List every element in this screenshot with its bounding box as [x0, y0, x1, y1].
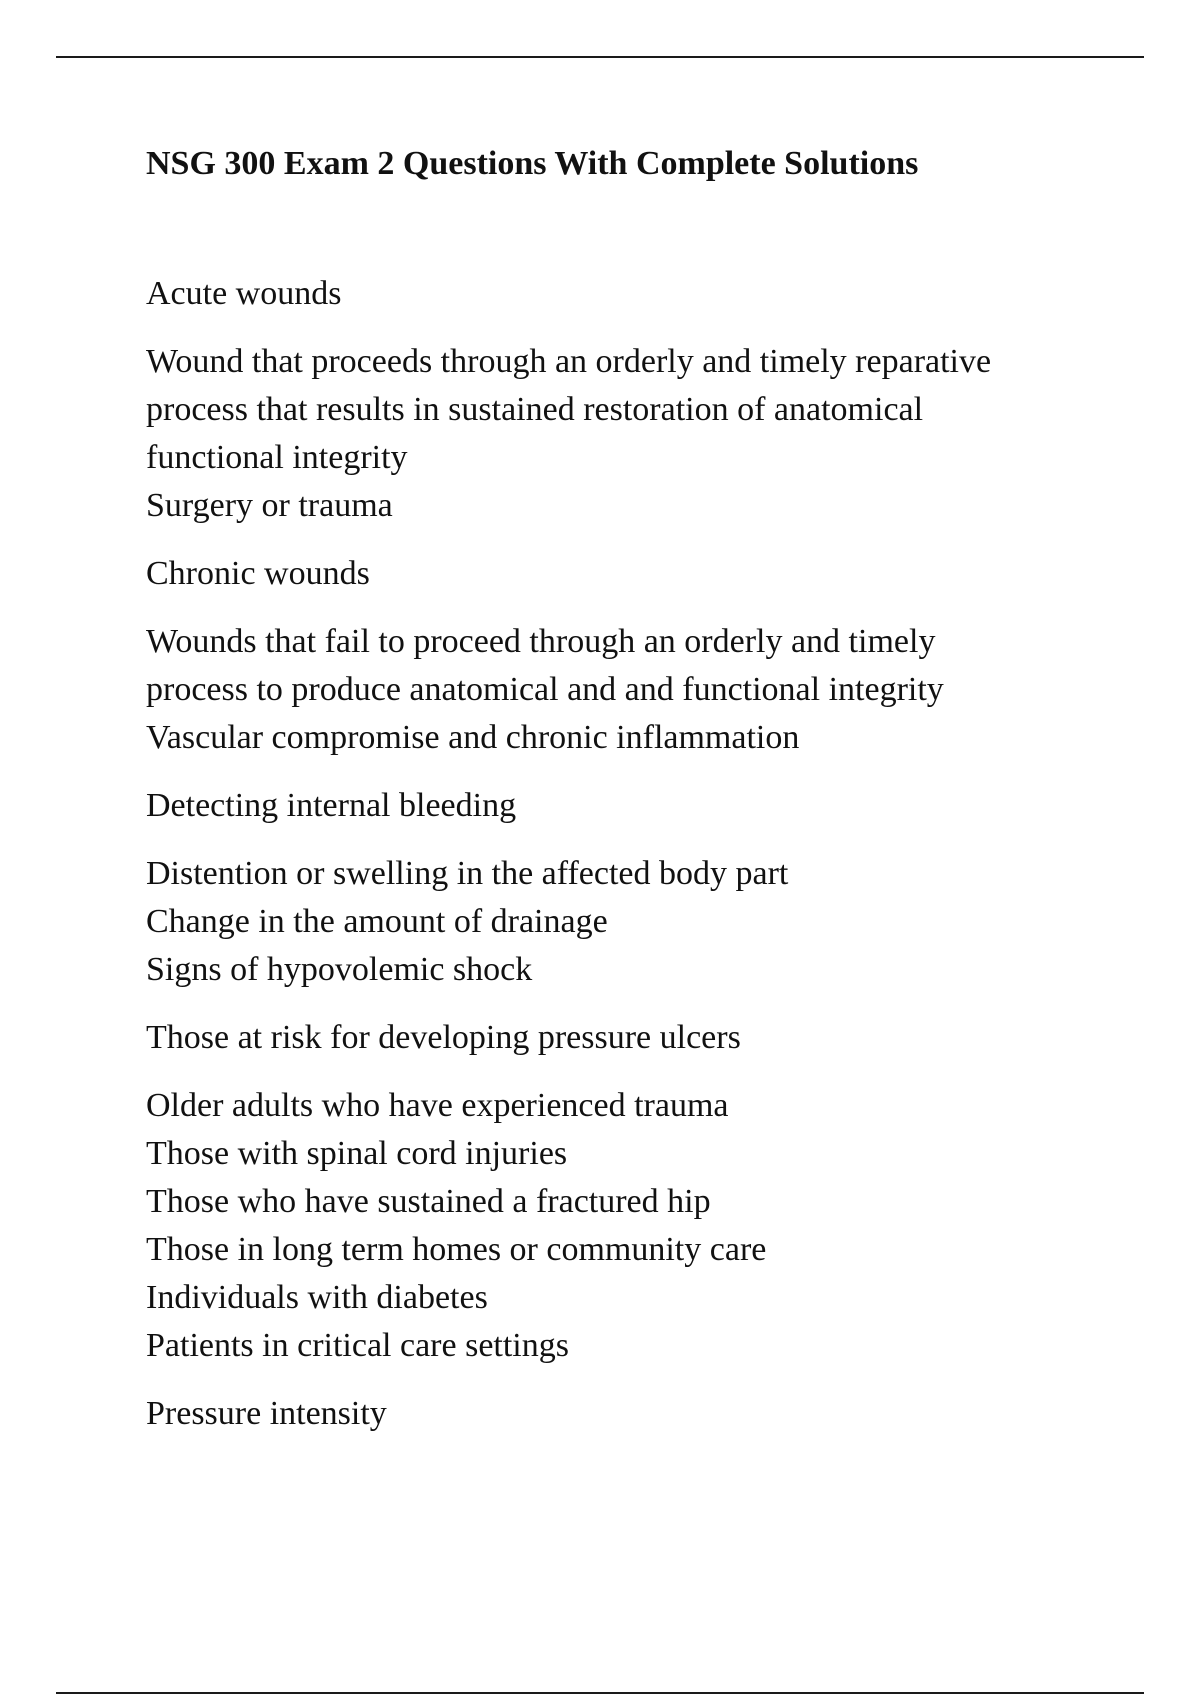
answer-line: process to produce anatomical and and functional integrity — [146, 671, 944, 708]
qa-entry — [146, 270, 1096, 530]
question-term: Pressure intensity — [146, 1395, 387, 1432]
answer-line: Older adults who have experienced trauma — [146, 1087, 729, 1124]
answer-line: Distention or swelling in the affected body part — [146, 855, 789, 892]
answer-line: Wound that proceeds through an orderly and timely reparative — [146, 343, 992, 380]
answer-text — [146, 1082, 1096, 1370]
question-term: Acute wounds — [146, 275, 342, 312]
question-term: Those at risk for developing pressure ulcers — [146, 1019, 741, 1056]
answer-text — [146, 338, 1096, 530]
document-page — [146, 140, 1096, 1438]
question-term: Detecting internal bleeding — [146, 787, 517, 824]
answer-line: Those in long term homes or community care — [146, 1231, 767, 1268]
answer-line: Those with spinal cord injuries — [146, 1135, 568, 1172]
answer-line: Those who have sustained a fractured hip — [146, 1183, 711, 1220]
qa-entry — [146, 782, 1096, 994]
answer-line: Wounds that fail to proceed through an orderly and timely — [146, 623, 936, 660]
question-term: Chronic wounds — [146, 555, 370, 592]
bottom-rule — [56, 1692, 1144, 1694]
answer-line: Individuals with diabetes — [146, 1279, 488, 1316]
answer-text — [146, 850, 1096, 994]
qa-list — [146, 270, 1096, 1438]
answer-line: functional integrity — [146, 439, 408, 476]
answer-text — [146, 618, 1096, 762]
answer-line: Patients in critical care settings — [146, 1327, 569, 1364]
answer-line: Signs of hypovolemic shock — [146, 951, 533, 988]
answer-line: Vascular compromise and chronic inflammation — [146, 719, 800, 756]
qa-entry — [146, 1014, 1096, 1370]
document-title: NSG 300 Exam 2 Questions With Complete Solutions — [146, 145, 919, 182]
qa-entry — [146, 1390, 1096, 1438]
answer-line: Change in the amount of drainage — [146, 903, 608, 940]
answer-line: Surgery or trauma — [146, 487, 393, 524]
qa-entry — [146, 550, 1096, 762]
answer-line: process that results in sustained restoration of anatomical — [146, 391, 924, 428]
top-rule — [56, 56, 1144, 58]
